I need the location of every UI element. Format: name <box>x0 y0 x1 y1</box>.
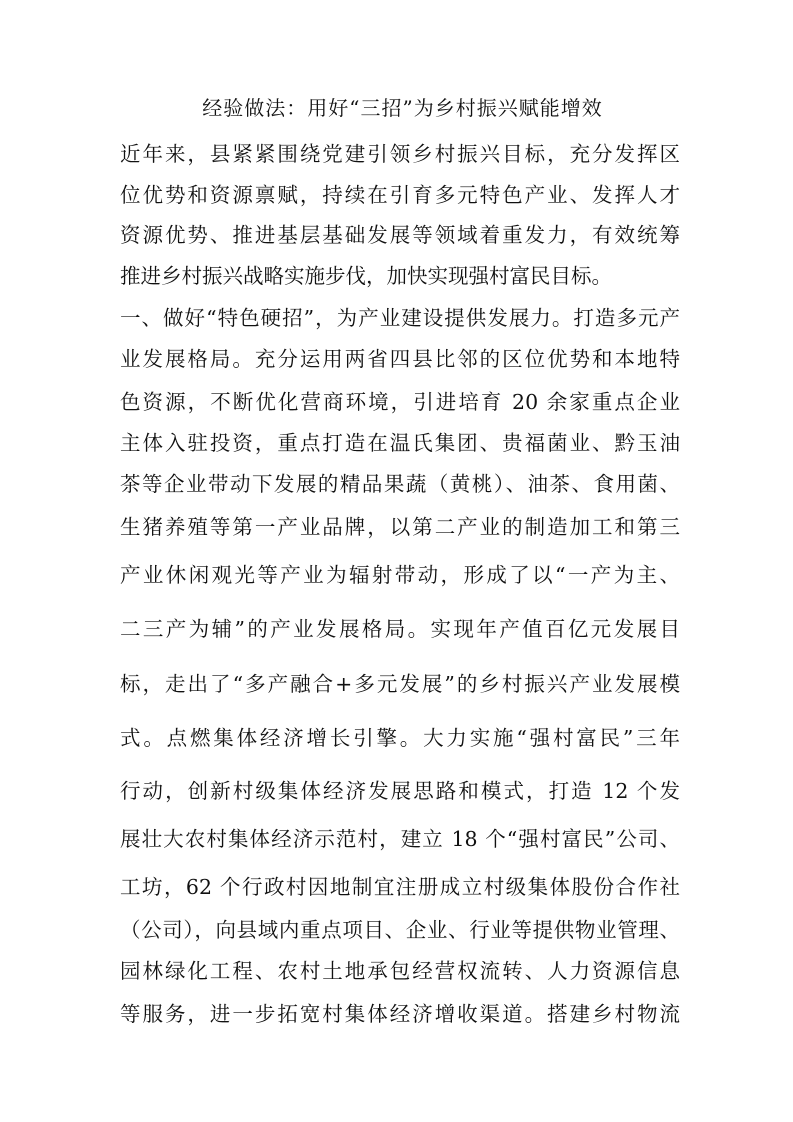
paragraph-line: 资源优势、推进基层基础发展等领域着重发力，有效统筹 <box>120 223 680 247</box>
paragraph-line: 行动，创新村级集体经济发展思路和模式，打造 12 个发 <box>120 779 680 803</box>
paragraph-line: （公司），向县域内重点项目、企业、行业等提供物业管理、 <box>120 918 680 942</box>
paragraph-line: 主体入驻投资，重点打造在温氏集团、贵福菌业、黔玉油 <box>120 431 680 455</box>
paragraph-line: 推进乡村振兴战略实施步伐，加快实现强村富民目标。 <box>120 264 612 288</box>
paragraph-line: 等服务，进一步拓宽村集体经济增收渠道。搭建乡村物流 <box>120 1002 680 1026</box>
document-title: 经验做法：用好“三招”为乡村振兴赋能增效 <box>202 96 603 120</box>
paragraph-line: 业发展格局。充分运用两省四县比邻的区位优势和本地特 <box>120 347 680 371</box>
paragraph-line: 产业休闲观光等产业为辐射带动，形成了以“一产为主、 <box>120 563 680 587</box>
paragraph-line: 近年来，县紧紧围绕党建引领乡村振兴目标，充分发挥区 <box>120 142 680 166</box>
paragraph-line: 式。点燃集体经济增长引擎。大力实施“强村富民”三年 <box>120 726 680 750</box>
paragraph-line: 色资源，不断优化营商环境，引进培育 20 余家重点企业 <box>120 390 680 414</box>
paragraph-line: 茶等企业带动下发展的精品果蔬（黄桃）、油茶、食用菌、 <box>120 472 680 496</box>
paragraph-line: 二三产为辅”的产业发展格局。实现年产值百亿元发展目 <box>120 617 680 641</box>
paragraph-line: 工坊，62 个行政村因地制宜注册成立村级集体股份合作社 <box>120 875 680 899</box>
paragraph-line: 园林绿化工程、农村土地承包经营权流转、人力资源信息 <box>120 959 680 983</box>
paragraph-line: 一、做好“特色硬招”，为产业建设提供发展力。打造多元产 <box>120 306 680 330</box>
paragraph-line: 生猪养殖等第一产业品牌，以第二产业的制造加工和第三 <box>120 515 680 539</box>
paragraph-line: 位优势和资源禀赋，持续在引育多元特色产业、发挥人才 <box>120 183 680 207</box>
paragraph-line: 展壮大农村集体经济示范村，建立 18 个“强村富民”公司、 <box>120 827 680 851</box>
paragraph-line: 标，走出了“多产融合+多元发展”的乡村振兴产业发展模 <box>120 672 680 696</box>
